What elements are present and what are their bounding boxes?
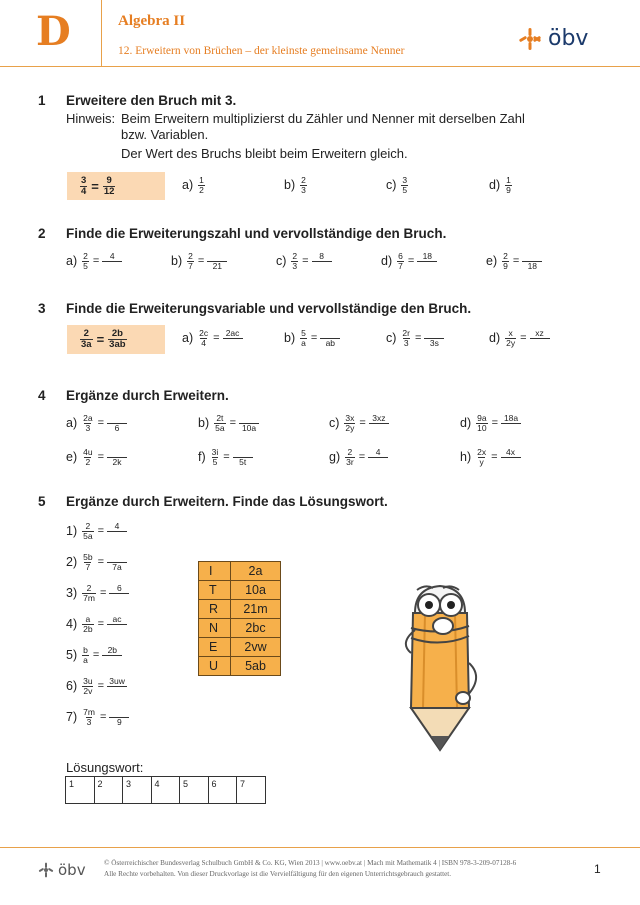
task2-item-3[interactable]: d) $\frac{6}{7}$ = 18 <box>381 252 437 271</box>
fraction: $\frac{3i}{5}$ <box>211 447 219 467</box>
answer-fraction[interactable]: 2k <box>107 448 127 467</box>
item-label: a) <box>66 254 78 269</box>
fraction: $\frac{5b}{7}$ <box>83 552 93 572</box>
chapter-subtitle: 12. Erweitern von Brüchen – der kleinste gemeinsame Nenner <box>118 45 405 57</box>
answer-cell[interactable]: 7 <box>237 777 266 804</box>
task5-item-2[interactable]: 2) $\frac{5b}{7}$ = 7a <box>66 553 127 572</box>
chapter-letter: D <box>36 8 71 55</box>
task1-title: Erweitere den Bruch mit 3. <box>66 93 237 108</box>
task5-item-6[interactable]: 6) $\frac{3u}{2v}$ = 3uw <box>66 677 127 696</box>
task2-item-2[interactable]: c) $\frac{2}{3}$ = 8 <box>276 252 332 271</box>
footer-logo-text: öbv <box>58 861 86 879</box>
footer-line1: © Österreichischer Bundesverlag Schulbuch GmbH & Co. KG, Wien 2013 | www.oebv.at | Mach mit Mathematik 4 | ISBN 978-3-209-07128-6 <box>104 859 517 867</box>
answer-fraction[interactable]: 2b <box>102 646 122 664</box>
task4-item-r2-2[interactable]: g) $\frac{2}{3r}$ = 4 <box>329 448 388 467</box>
code-table-row <box>199 619 281 638</box>
code-table-row <box>199 562 281 581</box>
answer-fraction[interactable]: 4 <box>368 448 388 466</box>
answer-cell[interactable]: 6 <box>208 777 237 804</box>
footer-line2: Alle Rechte vorbehalten. Von dieser Druckvorlage ist die Vervielfältigung für den eigenen Unterrichtsgebrauch gestattet. <box>104 869 452 878</box>
item-label: b) <box>171 254 183 269</box>
item-label: c) <box>276 254 287 269</box>
fraction: $\frac{2c}{4}$ <box>199 328 209 348</box>
answer-fraction[interactable]: 7a <box>107 553 127 572</box>
answer-fraction[interactable]: 5t <box>233 448 253 467</box>
answer-cell[interactable]: 5 <box>180 777 209 804</box>
answer-cell[interactable]: 2 <box>94 777 123 804</box>
code-table-row <box>199 638 281 657</box>
fraction: $\frac{2}{5a}$ <box>83 521 93 541</box>
answer-fraction[interactable]: 4 <box>102 252 122 270</box>
task4-item-r2-3[interactable]: h) $\frac{2x}{y}$ = 4x <box>460 448 521 467</box>
item-label: a) <box>182 331 194 346</box>
code-table-row <box>199 581 281 600</box>
footer-divider <box>0 847 640 848</box>
task1-item-b[interactable]: b) $\frac{2}{3}$ <box>284 175 306 195</box>
item-label: e) <box>486 254 498 269</box>
fraction: $\frac{9a}{10}$ <box>477 413 487 433</box>
task3-title: Finde die Erweiterungsvariable und vervollständige den Bruch. <box>66 301 472 316</box>
fraction: $\frac{2t}{5a}$ <box>215 413 225 433</box>
fraction: $\frac{2r}{3}$ <box>402 328 410 348</box>
code-letter: U <box>199 657 231 676</box>
code-table-row <box>199 600 281 619</box>
answer-fraction[interactable]: 2ac <box>223 329 243 347</box>
item-label: c) <box>329 416 340 431</box>
fraction: $\frac{2}{3}$ <box>292 251 298 271</box>
answer-fraction[interactable]: 10a <box>239 414 259 433</box>
task1-hint-line3: Der Wert des Bruchs bleibt beim Erweitern gleich. <box>121 146 408 161</box>
task3-example-box: $\frac{2}{3a}$ = $\frac{2b}{3ab}$ <box>67 325 165 354</box>
fraction: $\frac{4u}{2}$ <box>83 447 93 467</box>
task1-item-a[interactable]: a) $\frac{1}{2}$ <box>182 175 204 195</box>
task3-item-3[interactable]: d) $\frac{x}{2y}$ = xz <box>489 329 550 348</box>
item-label: 3) <box>66 586 78 601</box>
task5-number: 5 <box>38 494 46 509</box>
task5-item-3[interactable]: 3) $\frac{2}{7m}$ = 6 <box>66 584 129 603</box>
fraction: $\frac{5}{a}$ <box>301 328 306 348</box>
answer-fraction[interactable]: 9 <box>109 708 129 727</box>
item-label: 1) <box>66 524 78 539</box>
task1-item-c[interactable]: c) $\frac{3}{5}$ <box>386 175 408 195</box>
task4-item-r1-0[interactable]: a) $\frac{2a}{3}$ = 6 <box>66 414 127 433</box>
item-label: g) <box>329 450 341 465</box>
code-value: 10a <box>231 581 281 600</box>
answer-cell[interactable]: 1 <box>66 777 95 804</box>
task4-item-r1-2[interactable]: c) $\frac{3x}{2y}$ = 3xz <box>329 414 389 433</box>
task2-item-4[interactable]: e) $\frac{2}{9}$ = 18 <box>486 252 542 271</box>
task4-number: 4 <box>38 388 46 403</box>
fraction: $\frac{3u}{2v}$ <box>83 676 93 696</box>
task5-item-4[interactable]: 4) $\frac{a}{2b}$ = ac <box>66 615 127 634</box>
item-label: 2) <box>66 555 78 570</box>
task5-item-1[interactable]: 1) $\frac{2}{5a}$ = 4 <box>66 522 127 541</box>
answer-fraction[interactable]: ac <box>107 615 127 633</box>
footer-copyright <box>104 858 516 880</box>
item-label: 4) <box>66 617 78 632</box>
answer-fraction[interactable]: ab <box>320 329 340 348</box>
code-value: 2a <box>231 562 281 581</box>
fraction: $\frac{7m}{3}$ <box>83 707 95 727</box>
answer-cell[interactable]: 4 <box>151 777 180 804</box>
answer-fraction[interactable]: 8 <box>312 252 332 270</box>
fraction: $\frac{3x}{2y}$ <box>345 413 355 433</box>
fraction: $\frac{2}{3r}$ <box>346 447 354 467</box>
code-letter: N <box>199 619 231 638</box>
answer-fraction[interactable]: 18 <box>417 252 437 270</box>
fraction: $\frac{x}{2y}$ <box>506 328 516 348</box>
fraction: $\frac{2}{7m}$ <box>83 583 95 603</box>
item-label: h) <box>460 450 472 465</box>
item-label: e) <box>66 450 78 465</box>
task4-item-r2-1[interactable]: f) $\frac{3i}{5}$ = 5t <box>198 448 253 467</box>
code-letter: R <box>199 600 231 619</box>
answer-fraction[interactable]: 6 <box>109 584 129 602</box>
task1-item-d[interactable]: d) $\frac{1}{9}$ <box>489 175 511 195</box>
answer-label: Lösungswort: <box>66 760 144 775</box>
item-label: b) <box>284 331 296 346</box>
code-value: 2bc <box>231 619 281 638</box>
task2-title: Finde die Erweiterungszahl und vervollständige den Bruch. <box>66 226 447 241</box>
code-table <box>198 561 281 676</box>
answer-fraction[interactable]: 18a <box>501 414 521 432</box>
fraction: $\frac{2}{5}$ <box>83 251 88 271</box>
task1-hint-line2: bzw. Variablen. <box>121 127 209 142</box>
task3-number: 3 <box>38 301 46 316</box>
chapter-title: Algebra II <box>118 13 186 29</box>
answer-fraction[interactable]: 6 <box>107 414 127 433</box>
answer-fraction[interactable]: 3uw <box>107 677 127 695</box>
task1-number: 1 <box>38 93 46 108</box>
task4-item-r1-3[interactable]: d) $\frac{9a}{10}$ = 18a <box>460 414 521 433</box>
pencil-mascot-illustration <box>385 568 495 768</box>
item-label: c) <box>386 331 397 346</box>
code-value: 2vw <box>231 638 281 657</box>
task1-example-box: $\frac{3}{4}$ = $\frac{9}{12}$ <box>67 172 165 200</box>
code-letter: T <box>199 581 231 600</box>
fraction: $\frac{2}{9}$ <box>503 251 508 271</box>
answer-fraction[interactable]: 3xz <box>369 414 389 432</box>
task5-title: Ergänze durch Erweitern. Finde das Lösungswort. <box>66 494 388 509</box>
code-table-row <box>199 657 281 676</box>
code-value: 5ab <box>231 657 281 676</box>
task4-title: Ergänze durch Erweitern. <box>66 388 229 403</box>
task2-item-0[interactable]: a) $\frac{2}{5}$ = 4 <box>66 252 122 271</box>
answer-fraction[interactable]: 4 <box>107 522 127 540</box>
task5-item-7[interactable]: 7) $\frac{7m}{3}$ = 9 <box>66 708 129 727</box>
fraction: $\frac{6}{7}$ <box>398 251 403 271</box>
task1-hint-line1: Beim Erweitern multiplizierst du Zähler und Nenner mit derselben Zahl <box>121 111 525 126</box>
task5-item-5[interactable]: 5) $\frac{b}{a}$ = 2b <box>66 646 122 665</box>
fraction: $\frac{2}{7}$ <box>188 251 193 271</box>
task3-item-2[interactable]: c) $\frac{2r}{3}$ = 3s <box>386 329 444 348</box>
fraction: $\frac{2x}{y}$ <box>477 447 487 467</box>
answer-fraction[interactable]: 3s <box>424 329 444 348</box>
item-label: d) <box>460 416 472 431</box>
task3-item-1[interactable]: b) $\frac{5}{a}$ = ab <box>284 329 340 348</box>
code-letter: E <box>199 638 231 657</box>
item-label: a) <box>66 416 78 431</box>
obv-star-icon <box>518 27 542 51</box>
logo-text: öbv <box>548 26 589 51</box>
item-label: 5) <box>66 648 78 663</box>
fraction: $\frac{b}{a}$ <box>83 645 88 665</box>
task4-item-r1-1[interactable]: b) $\frac{2t}{5a}$ = 10a <box>198 414 259 433</box>
header-divider-vertical <box>101 0 102 66</box>
task4-item-r2-0[interactable]: e) $\frac{4u}{2}$ = 2k <box>66 448 127 467</box>
item-label: d) <box>489 331 501 346</box>
header-divider <box>0 66 640 67</box>
task2-item-1[interactable]: b) $\frac{2}{7}$ = 21 <box>171 252 227 271</box>
item-label: d) <box>381 254 393 269</box>
fraction: $\frac{a}{2b}$ <box>83 614 93 634</box>
page-number: 1 <box>594 862 601 876</box>
answer-fraction[interactable]: 21 <box>207 252 227 271</box>
task3-item-0[interactable]: a) $\frac{2c}{4}$ = 2ac <box>182 329 243 348</box>
code-value: 21m <box>231 600 281 619</box>
item-label: f) <box>198 450 206 465</box>
fraction: $\frac{2a}{3}$ <box>83 413 93 433</box>
answer-grid <box>65 776 266 804</box>
item-label: b) <box>198 416 210 431</box>
item-label: 7) <box>66 710 78 725</box>
item-label: 6) <box>66 679 78 694</box>
publisher-logo <box>518 27 588 51</box>
code-letter: I <box>199 562 231 581</box>
answer-fraction[interactable]: 18 <box>522 252 542 271</box>
task1-hint-label: Hinweis: <box>66 111 116 126</box>
answer-fraction[interactable]: 4x <box>501 448 521 466</box>
answer-cell[interactable]: 3 <box>123 777 152 804</box>
answer-fraction[interactable]: xz <box>530 329 550 347</box>
task2-number: 2 <box>38 226 46 241</box>
obv-star-icon <box>38 862 54 878</box>
footer-logo <box>38 861 86 879</box>
